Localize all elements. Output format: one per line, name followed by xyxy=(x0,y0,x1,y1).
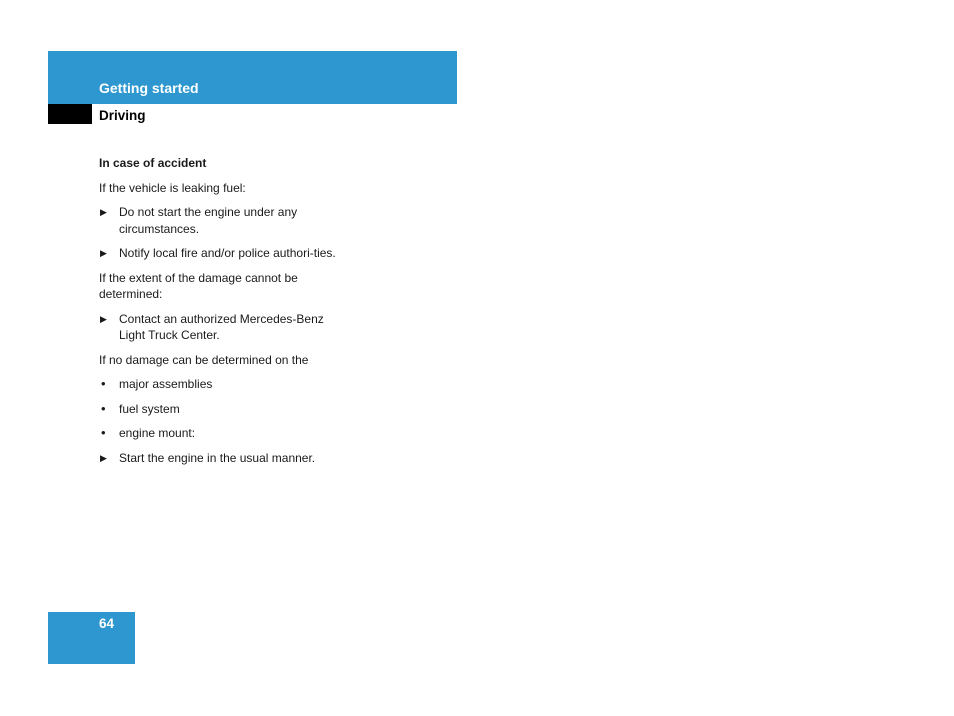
header-band xyxy=(48,51,457,104)
bullet-item xyxy=(99,425,344,442)
bullet-item xyxy=(99,401,344,418)
step-arrow-icon: ▶ xyxy=(100,313,107,324)
content-heading: In case of accident xyxy=(99,156,207,170)
main-content xyxy=(99,155,344,474)
step-text: Contact an authorized Mercedes-Benz Light Truck Center. xyxy=(119,311,324,342)
bullet-text: engine mount: xyxy=(119,426,196,440)
step-text: Do not start the engine under any circumstances. xyxy=(119,205,298,236)
step-item xyxy=(99,245,344,262)
page-number: 64 xyxy=(99,616,115,631)
intro-paragraph: If the vehicle is leaking fuel: xyxy=(99,180,246,195)
step-text: Start the engine in the usual manner. xyxy=(119,450,316,465)
bullet-text: fuel system xyxy=(119,401,180,416)
step-item xyxy=(99,450,344,467)
damage-paragraph: If the extent of the damage cannot be determined: xyxy=(99,270,298,301)
bullet-icon: • xyxy=(101,425,106,440)
step-text: Notify local fire and/or police authori-ties. xyxy=(119,246,336,260)
step-arrow-icon: ▶ xyxy=(100,452,107,463)
step-arrow-icon: ▶ xyxy=(100,207,107,217)
bullet-item xyxy=(99,376,344,393)
no-damage-paragraph: If no damage can be determined on the xyxy=(99,352,309,367)
step-item xyxy=(99,311,344,344)
subsection-title: Driving xyxy=(99,108,146,123)
step-item xyxy=(99,204,344,237)
bullet-icon: • xyxy=(101,376,106,391)
step-arrow-icon: ▶ xyxy=(100,248,107,258)
bullet-text: major assemblies xyxy=(119,377,213,391)
section-tab xyxy=(48,104,92,124)
page-number-box xyxy=(48,612,135,664)
section-title: Getting started xyxy=(99,80,199,96)
bullet-icon: • xyxy=(101,400,106,416)
